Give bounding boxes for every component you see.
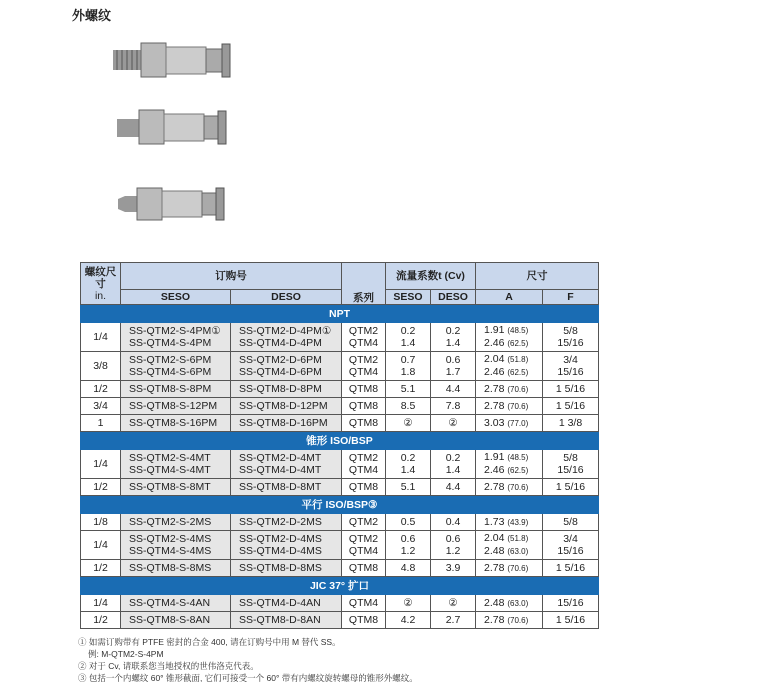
table-row [81,560,599,577]
dimension-f-cell [543,514,599,531]
cv-seso-cell [386,381,431,398]
series-cell-value: QTM8 [348,383,379,395]
seso-part-cell-value: SS-QTM8-S-16PM [129,417,218,429]
cv-seso-cell-value: 1.2 [400,545,416,557]
deso-part-cell-value: SS-QTM8-D-12PM [239,400,328,412]
cv-seso-header: SESO [386,290,431,305]
deso-part-cell-value: SS-QTM4-D-4MS [239,545,322,557]
dimension-f-cell-value: 1 5/16 [555,614,586,626]
thread-size-cell: 1/2 [81,381,121,398]
cv-seso-cell-value: 0.5 [400,516,416,528]
cv-seso-cell-value: 0.6 [400,533,416,545]
deso-part-cell-value: SS-QTM4-D-4AN [239,597,321,609]
series-cell [342,323,386,352]
deso-part-cell [231,398,342,415]
cv-deso-cell-value: 3.9 [445,562,461,574]
cv-deso-cell-value: 1.4 [445,464,461,476]
dimension-f-cell-value: 5/8 [563,325,578,337]
dimension-a-cell [476,514,543,531]
deso-part-cell-value: SS-QTM4-D-4MT [239,464,322,476]
deso-part-cell [231,514,342,531]
a-mm: (48.5) [507,326,529,335]
dimension-f-cell-value: 1 5/16 [555,481,586,493]
seso-part-cell [121,595,231,612]
cv-seso-cell-value: 1.4 [400,464,416,476]
thread-size-cell: 1/4 [81,595,121,612]
a-mm: (70.6) [507,384,529,394]
cv-seso-cell [386,323,431,352]
thread-size-cell: 3/4 [81,398,121,415]
footnote-2: ② 对于 Cv, 请联系您当地授权的世伟洛克代表。 [78,661,259,671]
a-mm: (62.5) [507,339,529,348]
cv-seso-cell-value: 0.7 [400,354,416,366]
a-inch: 1.91 [484,324,505,336]
dimensions-header: 尺寸 [476,263,599,290]
cv-deso-cell [431,398,476,415]
cv-seso-cell [386,612,431,629]
a-inch: 2.78 [484,480,505,493]
section-band [81,305,599,323]
thread-size-cell: 1/4 [81,323,121,352]
a-mm: (48.5) [507,453,529,462]
a-mm: (62.5) [507,466,529,475]
dimension-f-cell-value: 5/8 [563,516,578,528]
a-inch: 1.73 [484,515,505,528]
deso-part-cell-value: SS-QTM4-D-6PM [239,366,322,378]
cv-seso-cell [386,450,431,479]
a-inch: 3.03 [484,416,505,429]
table-row [81,381,599,398]
table-row [81,323,599,352]
cv-seso-cell-value: 4.8 [400,562,416,574]
dimension-f-cell [543,450,599,479]
series-cell [342,595,386,612]
a-inch: 1.91 [484,451,505,463]
thread-size-cell: 1/4 [81,450,121,479]
a-inch: 2.78 [484,561,505,574]
series-cell-value: QTM4 [348,597,379,609]
seso-part-cell [121,560,231,577]
seso-part-cell-value: SS-QTM4-S-4MS [129,545,212,557]
cv-seso-cell-value: 1.8 [400,366,416,378]
dimension-f-cell-value: 3/4 [563,533,578,545]
dimension-a-cell [476,531,543,560]
f-header: F [543,290,599,305]
series-cell [342,479,386,496]
seso-part-cell-value: SS-QTM8-S-8PM [129,383,212,395]
deso-part-cell-value: SS-QTM2-D-6PM [239,354,322,366]
dimension-f-cell [543,479,599,496]
deso-part-cell [231,612,342,629]
dimension-f-cell-value: 5/8 [563,452,578,464]
deso-part-cell-value: SS-QTM2-D-4PM① [239,325,332,337]
thread-size-cell: 3/8 [81,352,121,381]
a-inch: 2.48 [484,596,505,609]
deso-part-cell [231,531,342,560]
dimension-f-cell-value: 15/16 [557,545,584,557]
cv-seso-cell [386,514,431,531]
thread-size-cell: 1/2 [81,479,121,496]
cv-seso-cell-value: 5.1 [400,481,416,493]
series-cell-value: QTM4 [348,366,379,378]
series-header: 系列 [342,263,386,305]
section-title: NPT [81,305,599,323]
deso-part-cell [231,479,342,496]
dimension-f-cell [543,415,599,432]
cv-deso-cell [431,381,476,398]
series-cell-value: QTM4 [348,337,379,349]
dimension-f-cell-value: 3/4 [563,354,578,366]
seso-header: SESO [121,290,231,305]
series-cell-value: QTM8 [348,400,379,412]
series-cell [342,531,386,560]
deso-part-cell-value: SS-QTM8-D-8MS [239,562,322,574]
section-title: 平行 ISO/BSP③ [81,496,599,514]
dimension-a-cell [476,415,543,432]
a-inch: 2.78 [484,399,505,412]
seso-part-cell-value: SS-QTM4-S-4PM [129,337,212,349]
deso-part-cell-value: SS-QTM8-D-8AN [239,614,321,626]
table-row [81,514,599,531]
a-inch: 2.78 [484,613,505,626]
cv-deso-cell [431,612,476,629]
footnote-3: ③ 包括一个内螺纹 60° 锥形截面, 它们可接受一个 60° 带有内螺纹旋转螺母的锥形外螺纹。 [78,673,418,683]
seso-part-cell-value: SS-QTM2-S-4MT [129,452,211,464]
seso-part-cell-value: SS-QTM2-S-4MS [129,533,212,545]
cv-deso-cell-value: 2.7 [445,614,461,626]
a-mm: (77.0) [507,418,529,428]
series-cell [342,560,386,577]
cv-seso-cell [386,415,431,432]
a-mm: (62.5) [507,368,529,377]
seso-part-cell-value: SS-QTM2-S-6PM [129,354,212,366]
series-cell-value: QTM4 [348,545,379,557]
ordering-table [80,262,599,629]
cv-deso-cell [431,531,476,560]
cv-deso-cell-value: 1.4 [445,337,461,349]
deso-part-cell [231,415,342,432]
seso-part-cell-value: SS-QTM2-S-2MS [129,516,212,528]
a-mm: (70.6) [507,401,529,411]
section-band [81,577,599,595]
cv-deso-cell [431,450,476,479]
a-mm: (51.8) [507,534,529,543]
dimension-f-cell [543,595,599,612]
footnote-1-example: 例: M-QTM2-S-4PM [88,649,164,659]
cv-seso-cell-value: 0.2 [400,452,416,464]
a-inch: 2.04 [484,353,505,365]
dimension-f-cell-value: 1 3/8 [558,417,583,429]
deso-part-cell-value: SS-QTM2-D-2MS [239,516,322,528]
a-mm: (63.0) [507,598,529,608]
fitting-iso-bsp-image [112,105,242,150]
series-cell [342,398,386,415]
seso-part-cell [121,479,231,496]
cv-seso-cell-value: ② [403,597,413,609]
cv-deso-cell-value: 1.7 [445,366,461,378]
deso-part-cell-value: SS-QTM2-D-4MS [239,533,322,545]
series-cell-value: QTM8 [348,614,379,626]
a-header: A [476,290,543,305]
a-inch: 2.04 [484,532,505,544]
a-inch: 2.46 [484,464,505,476]
series-cell [342,352,386,381]
dimension-a-cell [476,479,543,496]
seso-part-cell [121,398,231,415]
a-mm: (63.0) [507,547,529,556]
a-inch: 2.48 [484,545,505,557]
ordering-number-header: 订购号 [121,263,342,290]
a-inch: 2.78 [484,382,505,395]
deso-header: DESO [231,290,342,305]
series-cell-value: QTM8 [348,562,379,574]
thread-size-cell: 1 [81,415,121,432]
seso-part-cell [121,323,231,352]
table-row [81,479,599,496]
cv-seso-cell-value: ② [403,417,413,429]
section-title: JIC 37° 扩口 [81,577,599,595]
cv-deso-cell-value: 0.6 [445,354,461,366]
thread-size-header: 螺纹尺寸 in. [81,263,121,305]
a-inch: 2.46 [484,366,505,378]
a-mm: (43.9) [507,517,529,527]
deso-part-cell [231,560,342,577]
dimension-f-cell [543,398,599,415]
deso-part-cell [231,595,342,612]
cv-seso-cell-value: 5.1 [400,383,416,395]
dimension-f-cell-value: 1 5/16 [555,383,586,395]
cv-deso-cell [431,595,476,612]
dimension-f-cell [543,352,599,381]
cv-deso-cell-value: 0.2 [445,452,461,464]
page-title: 外螺纹 [72,8,112,23]
series-cell-value: QTM8 [348,481,379,493]
cv-deso-cell-value: 0.4 [445,516,461,528]
cv-header: 流量系数t (Cv) [386,263,476,290]
dimension-f-cell [543,531,599,560]
seso-part-cell-value: SS-QTM8-S-8AN [129,614,211,626]
table-row [81,612,599,629]
series-cell-value: QTM2 [348,354,379,366]
cv-seso-cell [386,352,431,381]
seso-part-cell [121,352,231,381]
dimension-a-cell [476,381,543,398]
series-cell-value: QTM2 [348,452,379,464]
deso-part-cell-value: SS-QTM8-D-8MT [239,481,322,493]
cv-seso-cell-value: 8.5 [400,400,416,412]
a-inch: 2.46 [484,337,505,349]
dimension-a-cell [476,560,543,577]
table-row [81,352,599,381]
section-title: 锥形 ISO/BSP [81,432,599,450]
cv-deso-cell [431,415,476,432]
cv-deso-cell-value: ② [448,417,458,429]
table-row [81,531,599,560]
deso-part-cell [231,381,342,398]
deso-part-cell-value: SS-QTM8-D-8PM [239,383,322,395]
dimension-a-cell [476,595,543,612]
dimension-f-cell-value: 15/16 [557,366,584,378]
deso-part-cell-value: SS-QTM2-D-4MT [239,452,322,464]
cv-seso-cell [386,479,431,496]
series-cell-value: QTM2 [348,516,379,528]
cv-deso-cell [431,323,476,352]
cv-deso-cell-value: 4.4 [445,383,461,395]
cv-seso-cell [386,531,431,560]
cv-deso-cell [431,352,476,381]
cv-deso-cell [431,479,476,496]
dimension-a-cell [476,352,543,381]
dimension-f-cell [543,560,599,577]
seso-part-cell-value: SS-QTM4-S-4AN [129,597,211,609]
section-band [81,496,599,514]
deso-part-cell [231,450,342,479]
seso-part-cell [121,531,231,560]
seso-part-cell [121,514,231,531]
dimension-f-cell-value: 1 5/16 [555,400,586,412]
series-cell [342,514,386,531]
thread-size-cell: 1/2 [81,612,121,629]
section-band [81,432,599,450]
dimension-f-cell [543,381,599,398]
series-cell-value: QTM8 [348,417,379,429]
table-row [81,450,599,479]
cv-deso-cell [431,514,476,531]
dimension-f-cell-value: 15/16 [557,464,584,476]
seso-part-cell-value: SS-QTM4-S-4MT [129,464,211,476]
dimension-f-cell [543,612,599,629]
cv-deso-cell-value: 0.2 [445,325,461,337]
series-cell [342,415,386,432]
seso-part-cell-value: SS-QTM8-S-8MT [129,481,211,493]
seso-part-cell [121,415,231,432]
a-mm: (70.6) [507,563,529,573]
seso-part-cell-value: SS-QTM4-S-6PM [129,366,212,378]
cv-seso-cell [386,398,431,415]
cv-seso-cell-value: 1.4 [400,337,416,349]
series-cell [342,381,386,398]
dimension-f-cell-value: 15/16 [557,337,584,349]
cv-seso-cell-value: 0.2 [400,325,416,337]
seso-part-cell [121,450,231,479]
fitting-jic-image [115,182,245,227]
thread-size-cell: 1/8 [81,514,121,531]
series-cell [342,612,386,629]
series-cell [342,450,386,479]
dimension-f-cell-value: 1 5/16 [555,562,586,574]
cv-deso-header: DESO [431,290,476,305]
series-cell-value: QTM2 [348,533,379,545]
footnotes [78,636,418,684]
a-mm: (70.6) [507,482,529,492]
dimension-a-cell [476,612,543,629]
thread-size-cell: 1/4 [81,531,121,560]
series-cell-value: QTM4 [348,464,379,476]
deso-part-cell-value: SS-QTM8-D-16PM [239,417,328,429]
table-row [81,415,599,432]
dimension-f-cell-value: 15/16 [557,597,584,609]
cv-deso-cell-value: ② [448,597,458,609]
cv-deso-cell-value: 0.6 [445,533,461,545]
deso-part-cell [231,323,342,352]
cv-seso-cell [386,560,431,577]
series-cell-value: QTM2 [348,325,379,337]
cv-seso-cell [386,595,431,612]
deso-part-cell-value: SS-QTM4-D-4PM [239,337,322,349]
dimension-f-cell [543,323,599,352]
seso-part-cell [121,612,231,629]
thread-size-cell: 1/2 [81,560,121,577]
seso-part-cell-value: SS-QTM8-S-12PM [129,400,218,412]
cv-deso-cell-value: 1.2 [445,545,461,557]
deso-part-cell [231,352,342,381]
table-row [81,595,599,612]
cv-deso-cell [431,560,476,577]
cv-seso-cell-value: 4.2 [400,614,416,626]
a-mm: (51.8) [507,355,529,364]
cv-deso-cell-value: 7.8 [445,400,461,412]
table-row [81,398,599,415]
dimension-a-cell [476,323,543,352]
cv-deso-cell-value: 4.4 [445,481,461,493]
seso-part-cell-value: SS-QTM8-S-8MS [129,562,212,574]
dimension-a-cell [476,398,543,415]
fitting-npt-image [108,38,238,83]
footnote-1: ① 如需订购带有 PTFE 密封的合金 400, 请在订购号中用 M 替代 SS。 [78,637,341,647]
seso-part-cell-value: SS-QTM2-S-4PM① [129,325,221,337]
seso-part-cell [121,381,231,398]
a-mm: (70.6) [507,615,529,625]
dimension-a-cell [476,450,543,479]
